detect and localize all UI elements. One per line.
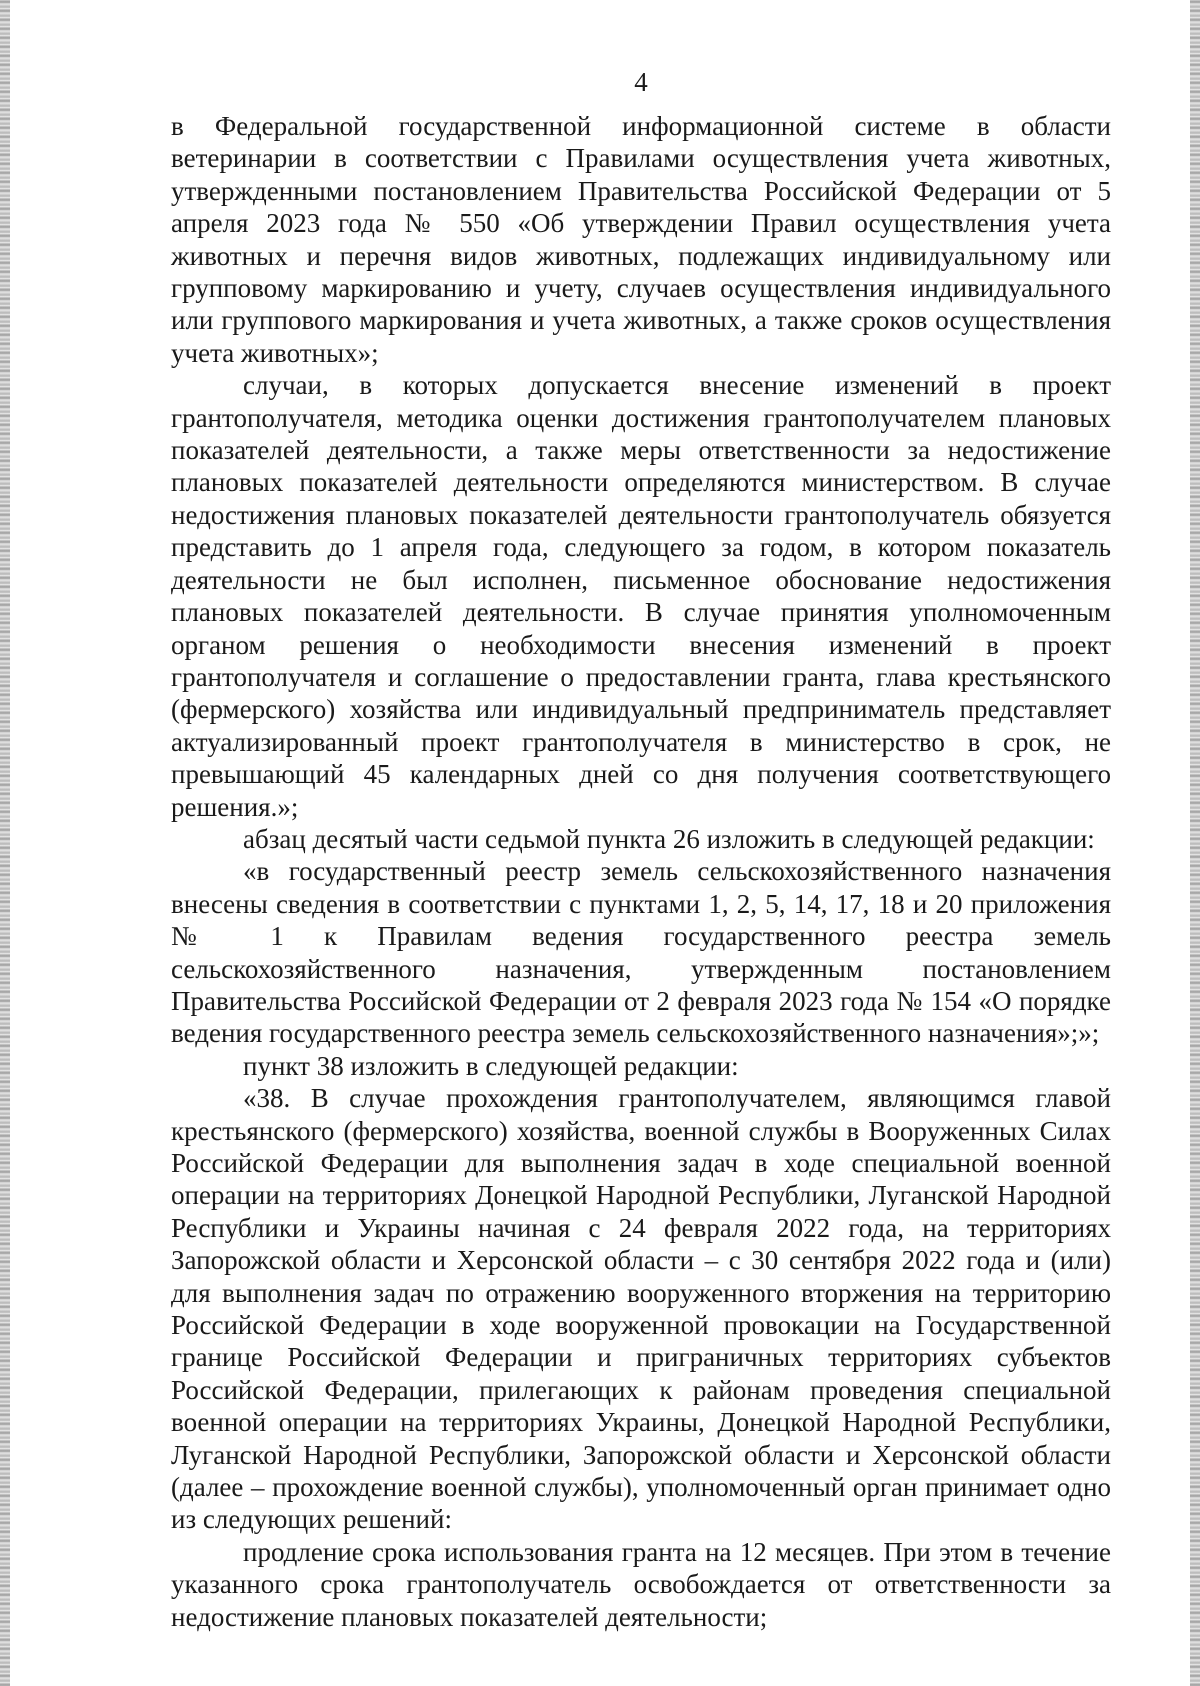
paragraph-item-38-amendment: пункт 38 изложить в следующей редакции: [243, 1050, 739, 1081]
paragraph-item-26-amendment: абзац десятый части седьмой пункта 26 изложить в следующей редакции: [243, 823, 1095, 854]
page-number: 4 [634, 67, 648, 97]
paragraph-grant-extension: продление срока использования гранта на 12 месяцев. При этом в течение указанного срока грантополучатель освобождается от ответственности за недостижение плановых показателей деятельности; [171, 1536, 1111, 1632]
scan-left-edge [0, 0, 10, 1686]
document-page [171, 66, 1111, 1633]
paragraph-item-38-text: «38. В случае прохождения грантополучателем, являющимся главой крестьянского (фермерского) хозяйства, военной службы в Вооруженных Силах Российской Федерации для выполнения задач в ходе специальной военной операции на территориях Донецкой Народной Республики, Луганской Народной Республики и Украины начиная с 24 февраля 2022 года, на территориях Запорожской области и Херсонской области – с 30 сентября 2022 года и (или) для выполнения задач по отражению вооруженного вторжения на территорию Российской Федерации в ходе вооруженной провокации на Государственной границе Российской Федерации и приграничных территориях субъектов Российской Федерации, прилегающих к районам проведения специальной военной операции на территориях Украины, Донецкой Народной Республики, Луганской Народной Республики, Запорожской области и Херсонской области (далее – прохождение военной службы), уполномоченный орган принимает одно из следующих решений: [171, 1083, 1111, 1535]
paragraph-project-changes: случаи, в которых допускается внесение изменений в проект грантополучателя, методика оценки достижения грантополучателем плановых показателей деятельности, а также меры ответственности за недостижение плановых показателей деятельности определяются министерством. В случае недостижения плановых показателей деятельности грантополучатель обязуется представить до 1 апреля года, следующего за годом, в котором показатель деятельности не был исполнен, письменное обоснование недостижения плановых показателей деятельности. В случае принятия уполномоченным органом решения о необходимости внесения изменений в проект грантополучателя и соглашение о предоставлении гранта, глава крестьянского (фермерского) хозяйства или индивидуальный предприниматель представляет актуализированный проект грантополучателя в министерство в срок, не превышающий 45 календарных дней со дня получения соответствующего решения.»; [171, 370, 1111, 822]
scan-right-edge [1190, 0, 1200, 1686]
paragraph-animal-accounting: в Федеральной государственной информационной системе в области ветеринарии в соответствии с Правилами осуществления учета животных, утвержденными постановлением Правительства Российской Федерации от 5 апреля 2023 года № 550 «Об утверждении Правил осуществления учета животных и перечня видов животных, подлежащих индивидуальному или групповому маркированию и учету, случаев осуществления индивидуального или группового маркирования и учета животных, а также сроков осуществления учета животных»; [171, 111, 1111, 368]
paragraph-land-registry: «в государственный реестр земель сельскохозяйственного назначения внесены сведения в соответствии с пунктами 1, 2, 5, 14, 17, 18 и 20 приложения № 1 к Правилам ведения государственного реестра земель сельскохозяйственного назначения, утвержденным постановлением Правительства Российской Федерации от 2 февраля 2023 года № 154 «О порядке ведения государственного реестра земель сельскохозяйственного назначения»;»; [171, 856, 1111, 1049]
